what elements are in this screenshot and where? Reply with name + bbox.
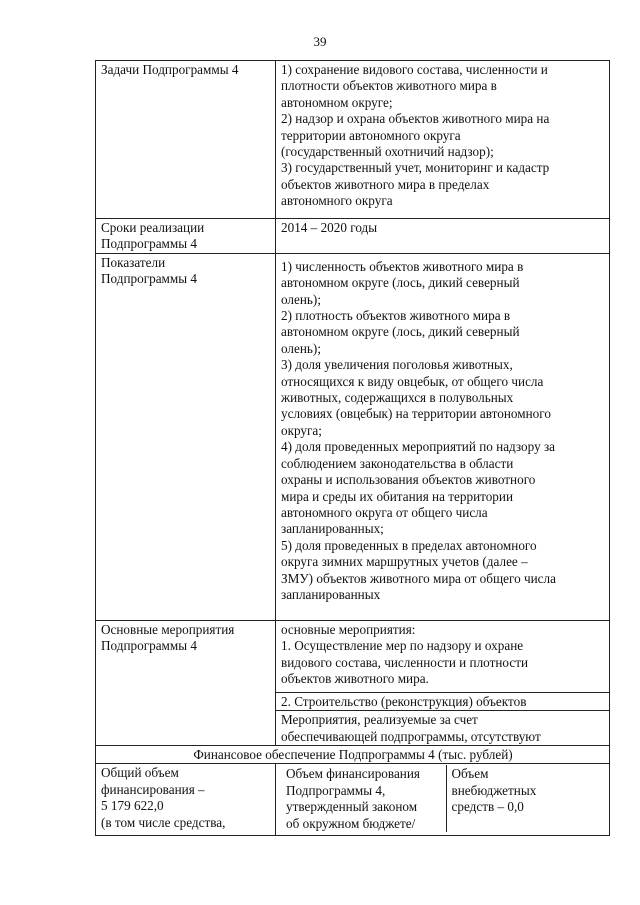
indicators-label	[96, 253, 276, 620]
activity-line: 1. Осуществление мер по надзору и охране	[281, 638, 524, 654]
indicator-line: автономном округе (лось, дикий северный	[281, 324, 520, 340]
indicator-line: соблюдением законодательства в области	[281, 455, 514, 471]
indicator-line: олень);	[281, 340, 321, 356]
financing-subprogram-line: Подпрограммы 4,	[286, 782, 386, 798]
task-line: автономного округа	[281, 193, 393, 209]
indicator-line: автономном округе (лось, дикий северный	[281, 275, 520, 291]
activities-value	[276, 620, 610, 692]
task-line: объектов животного мира в пределах	[281, 176, 490, 192]
financing-subprogram	[281, 765, 446, 832]
indicator-line: олень);	[281, 291, 321, 307]
task-line: территории автономного округа	[281, 127, 461, 143]
indicator-line: запланированных;	[281, 521, 384, 537]
indicator-line: 2) плотность объектов животного мира в	[281, 308, 511, 324]
page-number: 39	[313, 34, 327, 49]
task-line: 3) государственный учет, мониторинг и кадастр	[281, 160, 550, 176]
indicator-line: 3) доля увеличения поголовья животных,	[281, 357, 513, 373]
row-financing	[96, 764, 610, 836]
terms-label-line: Сроки реализации	[101, 220, 205, 235]
indicator-line: 1) численность объектов животного мира в	[281, 258, 524, 274]
indicator-line: запланированных	[281, 586, 381, 602]
task-line: 2) надзор и охрана объектов животного мира на	[281, 111, 550, 127]
indicator-line: охраны и использования объектов животного	[281, 472, 536, 488]
financing-total-line: Общий объем	[101, 765, 179, 781]
indicator-line: автономного округа от общего числа	[281, 504, 488, 520]
row-tasks	[96, 61, 610, 219]
indicator-line: округа зимних маршрутных учетов (далее –	[281, 554, 528, 570]
indicators-value	[276, 253, 610, 620]
indicator-line: 4) доля проведенных мероприятий по надзору за	[281, 439, 556, 455]
task-line: плотности объектов животного мира в	[281, 78, 497, 94]
passport-table	[95, 60, 610, 836]
activities-item2: 2. Строительство (реконструкция) объектов	[276, 692, 610, 710]
task-line: автономном округе;	[281, 94, 393, 110]
indicator-line: мира и среды их обитания на территории	[281, 488, 514, 504]
activities-label-line: Основные мероприятия	[101, 621, 235, 637]
activities-label-line: Подпрограммы 4	[101, 638, 197, 654]
financing-subprogram-line: об окружном бюджете/	[286, 815, 416, 831]
financing-total-line: 5 179 622,0	[101, 798, 164, 814]
terms-value: 2014 – 2020 годы	[276, 219, 610, 254]
financing-split	[276, 764, 610, 836]
row-terms	[96, 219, 610, 254]
financing-subprogram-line: Объем финансирования	[286, 766, 420, 782]
row-indicators	[96, 253, 610, 620]
indicator-line: условиях (овцебык) на территории автономного	[281, 406, 551, 422]
task-line: (государственный охотничий надзор);	[281, 144, 494, 160]
indicator-line: ЗМУ) объектов животного мира от общего числа	[281, 570, 556, 586]
indicators-label-line: Подпрограммы 4	[101, 271, 197, 287]
activity-line: видового состава, численности и плотности	[281, 654, 529, 670]
financing-header: Финансовое обеспечение Подпрограммы 4 (тыс. рублей)	[96, 746, 610, 764]
financing-total-line: (в том числе средства,	[101, 814, 226, 830]
activity-line: основные мероприятия:	[281, 621, 416, 637]
financing-total-line: финансирования –	[101, 781, 205, 797]
activities-label	[96, 620, 276, 745]
indicators-label-line: Показатели	[101, 254, 166, 270]
tasks-value	[276, 61, 610, 219]
financing-extrabudget	[446, 765, 605, 832]
tasks-label: Задачи Подпрограммы 4	[96, 61, 276, 219]
unfunded-line: Мероприятия, реализуемые за счет	[281, 712, 478, 728]
row-activities	[96, 620, 610, 692]
activities-unfunded	[276, 711, 610, 746]
indicator-line: округа;	[281, 422, 322, 438]
financing-subprogram-line: утвержденный законом	[286, 799, 418, 815]
financing-extrabudget-line: Объем	[451, 766, 489, 782]
task-line: 1) сохранение видового состава, численности и	[281, 62, 548, 77]
row-financing-header	[96, 746, 610, 764]
financing-extrabudget-line: средств – 0,0	[451, 799, 524, 815]
indicator-line: относящихся к виду овцебык, от общего числа	[281, 373, 544, 389]
unfunded-line: обеспечивающей подпрограммы, отсутствуют	[281, 728, 541, 744]
indicator-line: 5) доля проведенных в пределах автономного	[281, 537, 537, 553]
indicator-line: животных, содержащихся в полувольных	[281, 390, 514, 406]
activity-line: объектов животного мира.	[281, 671, 429, 687]
financing-total	[96, 764, 276, 836]
terms-label-line: Подпрограммы 4	[101, 236, 197, 252]
financing-extrabudget-line: внебюджетных	[451, 782, 537, 798]
terms-label	[96, 219, 276, 254]
